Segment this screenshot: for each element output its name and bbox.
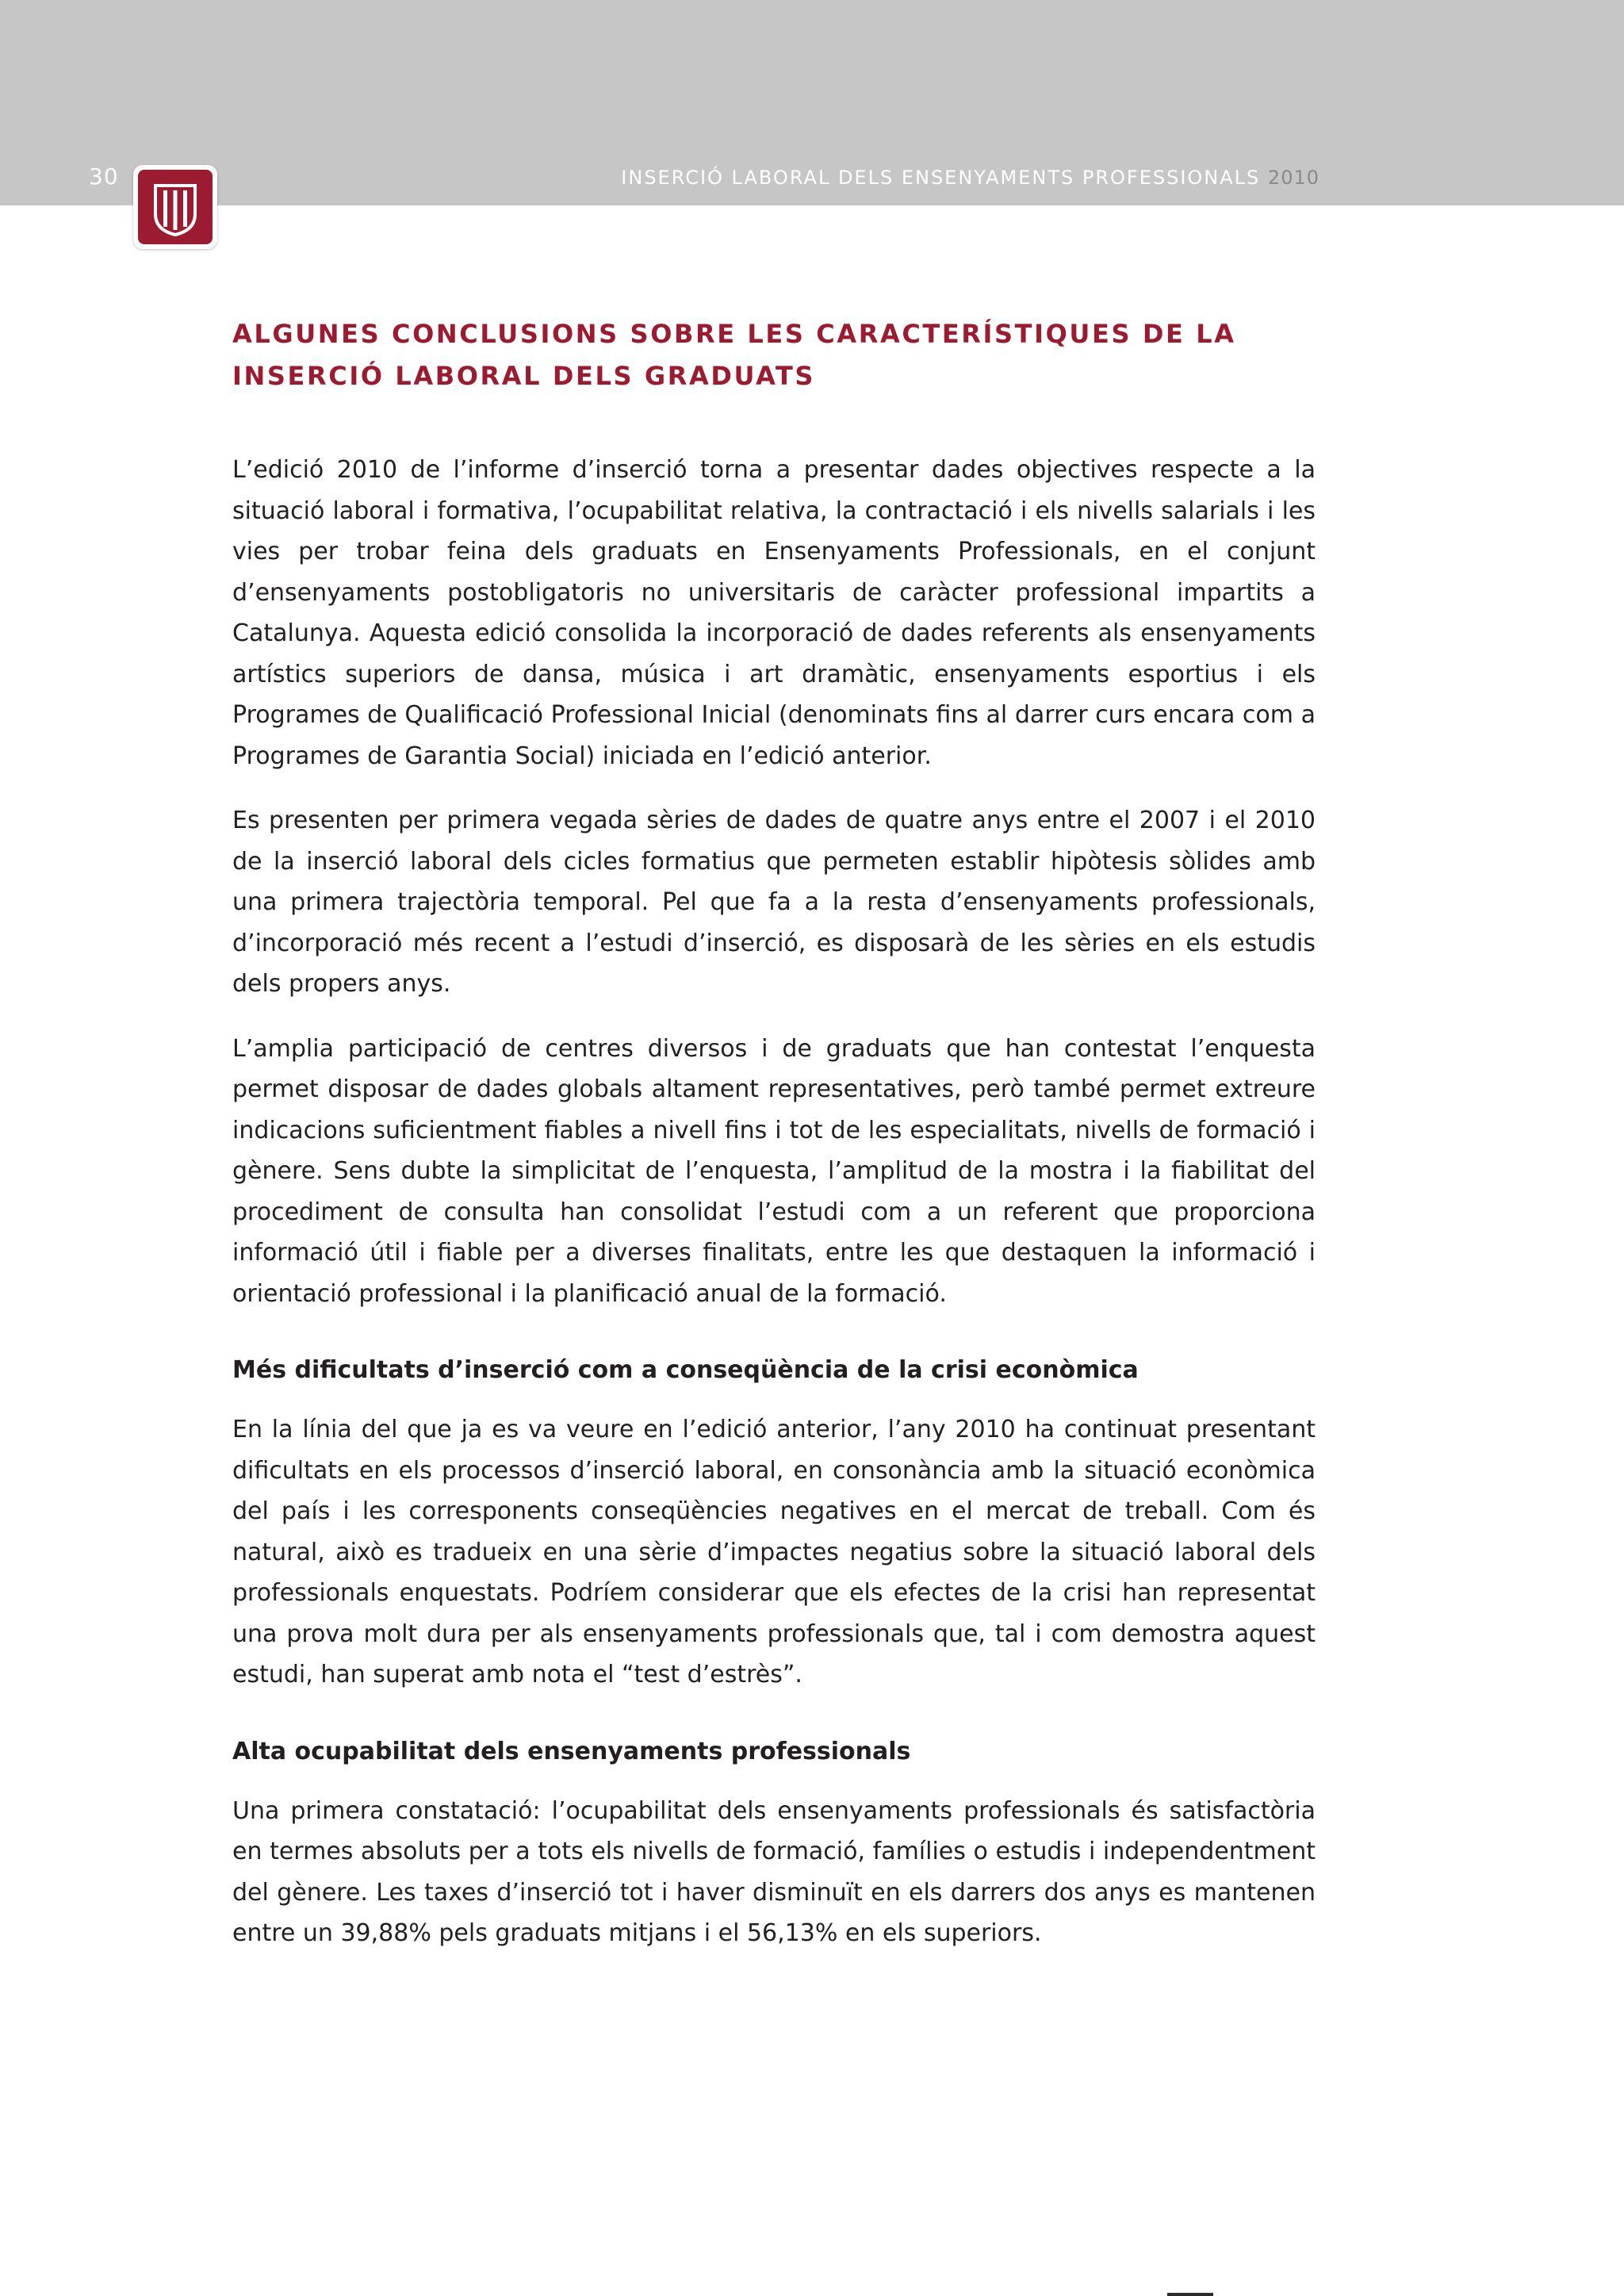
paragraph: L’edició 2010 de l’informe d’inserció torna a presentar dades objectives respecte a la situació laboral i formativa, l’ocupabilitat relativa, la contractació i els nivells salarials i les vies per trobar feina dels graduats en Ensenyaments Professionals, en el conjunt d’ensenyaments postobligatoris no universitaris de caràcter professional impartits a Catalunya. Aquesta edició consolida la incorporació de dades referents als ensenyaments artístics superiors de dansa, música i art dramàtic, ensenyaments esportius i els Programes de Qualificació Professional Inicial (denominats fins al darrer curs encara com a Programes de Garantia Social) iniciada en l’edició anterior. bbox=[232, 456, 1316, 770]
section-heading-crisis: Més dificultats d’inserció com a conseqüència de la crisi econòmica bbox=[232, 1356, 1139, 1384]
running-year: 2010 bbox=[1267, 167, 1320, 189]
page-title: ALGUNES CONCLUSIONS SOBRE LES CARACTERÍSTIQUES DE LA INSERCIÓ LABORAL DELS GRADUATS bbox=[232, 319, 1236, 391]
bottom-mark bbox=[1167, 2293, 1213, 2296]
page-number: 30 bbox=[89, 163, 119, 190]
paragraph: Una primera constatació: l’ocupabilitat dels ensenyaments professionals és satisfactòria en termes absoluts per a tots els nivells de formació, famílies o estudis i independentment del gènere. Les taxes d’inserció tot i haver disminuït en els darrers dos anys es mantenen entre un 39,88% pels graduats mitjans i el 56,13% en els superiors. bbox=[232, 1796, 1316, 1947]
paragraph: En la línia del que ja es va veure en l’edició anterior, l’any 2010 ha continuat presentant dificultats en els processos d’inserció laboral, en consonància amb la situació econòmica del país i les corresponents conseqüències negatives en el mercat de treball. Com és natural, això es tradueix en una sèrie d’impactes negatius sobre la situació laboral dels professionals enquestats. Podríem considerar que els efectes de la crisi han representat una prova molt dura per als ensenyaments professionals que, tal i com demostra aquest estudi, han superat amb nota el “test d’estrès”. bbox=[232, 1416, 1316, 1688]
generalitat-catalunya-shield-icon bbox=[138, 170, 213, 244]
section-heading-employability: Alta ocupabilitat dels ensenyaments professionals bbox=[232, 1737, 911, 1765]
paragraph: Es presenten per primera vegada sèries de dades de quatre anys entre el 2007 i el 2010 de la inserció laboral dels cicles formatius que permeten establir hipòtesis sòlides amb una primera trajectòria temporal. Pel que fa a la resta d’ensenyaments professionals, d’incorporació més recent a l’estudi d’inserció, es disposarà de les sèries en els estudis dels propers anys. bbox=[232, 807, 1316, 998]
main-content bbox=[232, 313, 1316, 1978]
paragraph: L’amplia participació de centres diversos i de graduats que han contestat l’enquesta permet disposar de dades globals altament representatives, però també permet extreure indicacions suficientment fiables a nivell fins i tot de les especialitats, nivells de formació i gènere. Sens dubte la simplicitat de l’enquesta, l’amplitud de la mostra i la fiabilitat del procediment de consulta han consolidat l’estudi com a un referent que proporciona informació útil i fiable per a diverses finalitats, entre les que destaquen la informació i orientació professional i la planificació anual de la formació. bbox=[232, 1034, 1316, 1308]
running-title: INSERCIÓ LABORAL DELS ENSENYAMENTS PROFESSIONALS bbox=[621, 167, 1261, 189]
running-head bbox=[621, 167, 1320, 189]
generalitat-logo bbox=[133, 165, 217, 249]
